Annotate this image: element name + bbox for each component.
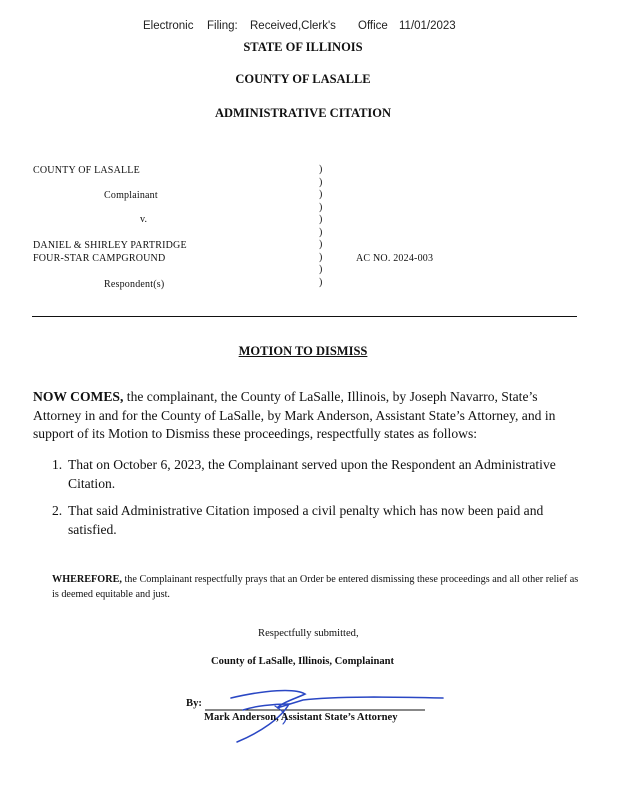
respondent-label: Respondent(s) (104, 279, 165, 290)
respondent-name-2: FOUR-STAR CAMPGROUND (33, 253, 166, 264)
motion-title: MOTION TO DISMISS (238, 344, 368, 358)
item-number: 2. (52, 503, 63, 518)
county-heading: COUNTY OF LASALLE (235, 72, 371, 86)
signer-name: Mark Anderson, Assistant State’s Attorney (204, 712, 398, 723)
intro-lead: NOW COMES, (33, 389, 124, 404)
stamp-received: Received,Clerk's (250, 20, 336, 32)
caption-divider (32, 316, 577, 317)
list-item (52, 456, 582, 493)
caption-parentheses: ) ) ) ) ) ) ) ) ) ) (319, 164, 323, 288)
stamp-office: Office (358, 20, 388, 32)
complainant-party: County of LaSalle, Illinois, Complainant (211, 656, 395, 667)
intro-text: the complainant, the County of LaSalle, Illinois, by Joseph Navarro, State’s Attorney in and for the County of LaSalle, by Mark Anderson, Assistant State’s Attorney, and in support of its Motion to Dismiss these proceedings, respectfully states as follows: (33, 389, 556, 441)
stamp-date: 11/01/2023 (399, 20, 456, 32)
citation-heading: ADMINISTRATIVE CITATION (214, 106, 392, 120)
wherefore-paragraph (52, 572, 580, 602)
state-heading: STATE OF ILLINOIS (243, 40, 363, 54)
case-number: AC NO. 2024-003 (356, 253, 434, 264)
respectfully-submitted: Respectfully submitted, (258, 628, 359, 639)
intro-paragraph (33, 388, 581, 444)
signature-drawing (185, 676, 465, 746)
versus-label: v. (140, 214, 148, 225)
complainant-label: Complainant (104, 190, 158, 201)
wherefore-lead: WHEREFORE, (52, 574, 122, 585)
wherefore-text: the Complainant respectfully prays that an Order be entered dismissing these proceedings and all other relief as is deemed equitable and just. (52, 574, 579, 600)
item-text: That on October 6, 2023, the Complainant served upon the Respondent an Administrative Citation. (68, 457, 556, 491)
stamp-electronic: Electronic (143, 20, 194, 32)
respondent-name-1: DANIEL & SHIRLEY PARTRIDGE (33, 240, 187, 251)
item-text: That said Administrative Citation imposed a civil penalty which has now been paid and satisfied. (68, 503, 544, 537)
by-label: By: (186, 698, 202, 709)
stamp-filing: Filing: (207, 20, 238, 32)
item-number: 1. (52, 457, 63, 472)
complainant-name: COUNTY OF LASALLE (33, 165, 140, 176)
list-item (52, 502, 582, 539)
